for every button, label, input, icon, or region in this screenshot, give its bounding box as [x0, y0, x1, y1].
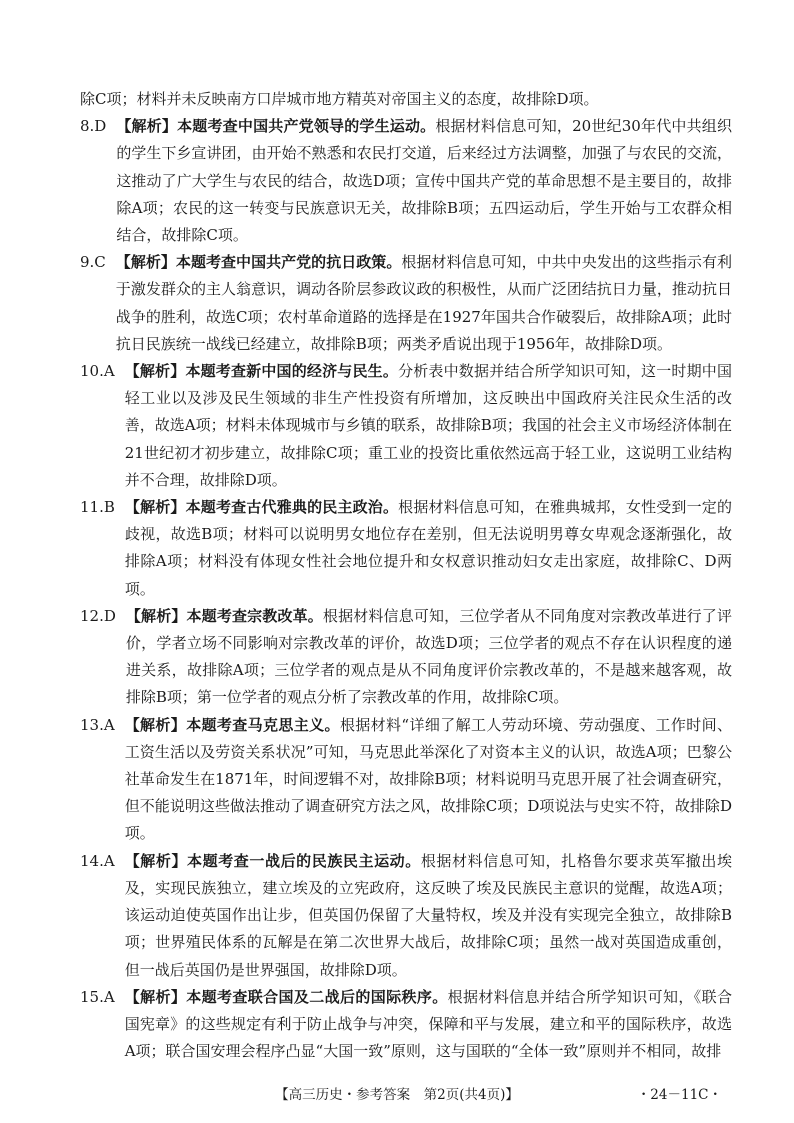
- answer-item-15: [80, 984, 732, 1066]
- answer-item-11: [80, 494, 732, 603]
- analysis-tag: 【解析】: [125, 606, 187, 625]
- item-number: 14.A: [80, 851, 115, 870]
- page-footer: [0, 1083, 794, 1105]
- analysis-tag: 【解析】: [124, 715, 187, 734]
- item-topic: 本题考查联合国及二战后的国际秩序。: [186, 987, 448, 1006]
- item-number: 13.A: [80, 715, 115, 734]
- analysis-tag: 【解析】: [124, 362, 186, 381]
- item-number: 12.D: [80, 606, 116, 625]
- intro-line: 除C项；材料并未反映南方口岸城市地方精英对帝国主义的态度，故排除D项。: [80, 90, 599, 108]
- item-number: 9.C: [80, 253, 106, 272]
- answer-item-10: [80, 358, 732, 494]
- item-topic: 本题考查中国共产党的抗日政策。: [175, 253, 402, 272]
- item-number: 11.B: [80, 498, 115, 517]
- item-topic: 本题考查一战后的民族民主运动。: [187, 851, 421, 870]
- analysis-tag: 【解析】: [124, 498, 186, 517]
- footer-page-info: 【高三历史・参考答案 第2页(共4页)】: [275, 1087, 519, 1103]
- item-topic: 本题考查马克思主义。: [186, 715, 340, 734]
- item-number: 10.A: [80, 362, 115, 381]
- item-text: 根据材料信息可知，三位学者从不同角度对宗教改革进行了评价，学者立场不同影响对宗教改革的评价，故选D项；三位学者的观点不存在认识程度的递进关系，故排除A项；三位学者的观点是从不同角度评价宗教改革的，不是越来越客观，故排除B项；第一位学者的观点分析了宗教改革的作用，故排除C项。: [125, 606, 732, 707]
- analysis-tag: 【解析】: [115, 253, 176, 272]
- footer-code: ・24－11C・: [636, 1087, 722, 1103]
- analysis-tag: 【解析】: [116, 117, 178, 136]
- item-number: 15.A: [80, 987, 115, 1006]
- answer-content: [80, 86, 732, 1065]
- answer-item-9: [80, 249, 732, 358]
- answer-item-12: [80, 603, 732, 712]
- item-text: 分析表中数据并结合所学知识可知，这一时期中国轻工业以及涉及民生领域的非生产性投资有所增加，这反映出中国政府关注民众生活的改善，故选A项；材料未体现城市与乡镇的联系，故排除B项；我国的社会主义市场经济体制在21世纪初才初步建立，故排除C项；重工业的投资比重依然远高于轻工业，这说明工业结构并不合理，故排除D项。: [124, 362, 732, 489]
- item-text: 根据材料信息可知，在雅典城邦，女性受到一定的歧视，故选B项；材料可以说明男女地位存在差别，但无法说明男尊女卑观念逐渐强化，故排除A项；材料没有体现女性社会地位提升和女权意识推动妇女走出家庭，故排除C、D两项。: [124, 498, 732, 598]
- item-text: 根据材料信息可知，扎格鲁尔要求英军撤出埃及，实现民族独立，建立埃及的立宪政府，这反映了埃及民族民主意识的觉醒，故选A项；该运动迫使英国作出让步，但英国仍保留了大量特权，埃及并没有实现完全独立，故排除B项；世界殖民体系的瓦解是在第二次世界大战后，故排除C项；虽然一战对英国造成重创，但一战后英国仍是世界强国，故排除D项。: [124, 851, 732, 979]
- item-topic: 本题考查宗教改革。: [186, 606, 323, 625]
- item-topic: 本题考查中国共产党领导的学生运动。: [177, 117, 436, 136]
- answer-item-13: [80, 712, 732, 848]
- item-topic: 本题考查新中国的经济与民生。: [185, 362, 399, 381]
- answer-item-14: [80, 848, 732, 984]
- analysis-tag: 【解析】: [124, 851, 188, 870]
- analysis-tag: 【解析】: [124, 987, 187, 1006]
- item-text: 根据材料“详细了解工人劳动环境、劳动强度、工作时间、工资生活以及劳资关系状况”可知，马克思此举深化了对资本主义的认识，故选A项；巴黎公社革命发生在1871年，时间逻辑不对，故排除B项；材料说明马克思开展了社会调查研究，但不能说明这些做法推动了调查研究方法之风，故排除C项；D项说法与史实不符，故排除D项。: [124, 715, 732, 843]
- answer-item-8: [80, 113, 732, 249]
- item-number: 8.D: [80, 117, 107, 136]
- item-topic: 本题考查古代雅典的民主政治。: [185, 498, 399, 517]
- item-text: 根据材料信息并结合所学知识可知，《联合国宪章》的这些规定有利于防止战争与冲突，保障和平与发展，建立和平的国际秩序，故选A项；联合国安理会程序凸显“大国一致”原则，这与国联的“全体一致”原则并不相同，故排: [124, 987, 732, 1061]
- item-text: 根据材料信息可知，中共中央发出的这些指示有利于激发群众的主人翁意识，调动各阶层参政议政的积极性，从而广泛团结抗日力量，推动抗日战争的胜利，故选C项；农村革命道路的选择是在1927年国共合作破裂后，故排除A项；此时抗日民族统一战线已经建立，故排除B项；两类矛盾说出现于1956年，故排除D项。: [115, 253, 732, 353]
- item-text: 根据材料信息可知，20世纪30年代中共组织的学生下乡宣讲团，由开始不熟悉和农民打交道，后来经过方法调整，加强了与农民的交流，这推动了广大学生与农民的结合，故选D项；宣传中国共产党的革命思想不是主要目的，故排除A项；农民的这一转变与民族意识无关，故排除B项；五四运动后，学生开始与工农群众相结合，故排除C项。: [116, 117, 732, 245]
